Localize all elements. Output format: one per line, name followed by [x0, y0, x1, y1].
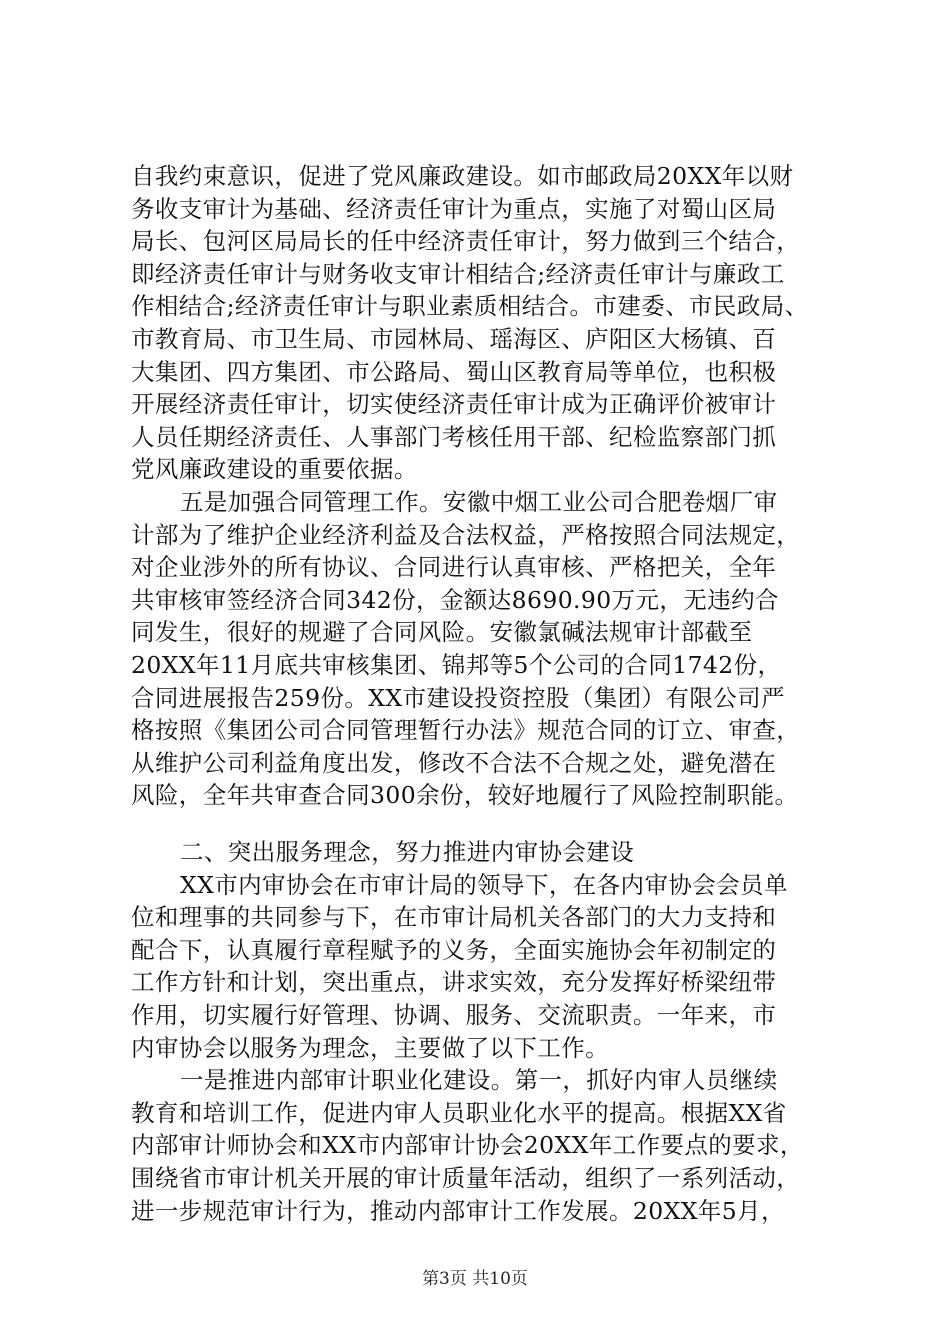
body-line: 内审协会以服务为理念，主要做了以下工作。 — [131, 1033, 609, 1062]
body-line: 内部审计师协会和XX市内部审计协会20XX年工作要点的要求， — [131, 1131, 804, 1160]
page-number-footer: 第3页 共10页 — [422, 1269, 528, 1289]
body-line: 20XX年11月底共审核集团、锦邦等5个公司的合同1742份， — [131, 651, 782, 679]
body-line: 人员任期经济责任、人事部门考核任用干部、纪检监察部门抓 — [131, 422, 777, 451]
body-line: 大集团、四方集团、市公路局、蜀山区教育局等单位，也积极 — [131, 357, 777, 386]
body-line: 配合下，认真履行章程赋予的义务，全面实施协会年初制定的 — [131, 935, 777, 964]
paragraph-start-line: 五是加强合同管理工作。安徽中烟工业公司合肥卷烟厂审 — [180, 488, 778, 516]
body-line: 开展经济责任审计，切实使经济责任审计成为正确评价被审计 — [131, 390, 777, 419]
body-line: 即经济责任审计与财务收支审计相结合;经济责任审计与廉政工 — [131, 259, 785, 288]
body-line: 位和理事的共同参与下，在市审计局机关各部门的大力支持和 — [131, 903, 777, 932]
body-line: 格按照《集团公司合同管理暂行办法》规范合同的订立、审查， — [131, 716, 801, 745]
body-line: 进一步规范审计行为，推动内部审计工作发展。20XX年5月， — [131, 1196, 785, 1225]
body-line: 作相结合;经济责任审计与职业素质相结合。市建委、市民政局、 — [131, 292, 809, 321]
body-line: 风险，全年共审查合同300余份，较好地履行了风险控制职能。 — [131, 781, 799, 810]
body-line: 市教育局、市卫生局、市园林局、瑶海区、庐阳区大杨镇、百 — [131, 325, 777, 353]
body-line: 围绕省市审计机关开展的审计质量年活动，组织了一系列活动， — [131, 1164, 801, 1192]
body-line: 自我约束意识，促进了党风廉政建设。如市邮政局20XX年以财 — [131, 162, 794, 190]
body-line: 党风廉政建设的重要依据。 — [131, 455, 418, 484]
body-line: 同发生，很好的规避了合同风险。安徽氯碱法规审计部截至 — [131, 618, 753, 647]
paragraph-start-line: XX市内审协会在市审计局的领导下，在各内审协会会员单 — [180, 870, 788, 899]
body-line: 工作方针和计划，突出重点，讲求实效，充分发挥好桥梁纽带 — [131, 968, 777, 997]
body-line: 局长、包河区局局长的任中经济责任审计，努力做到三个结合， — [131, 227, 801, 256]
body-line: 作用，切实履行好管理、协调、服务、交流职责。一年来，市 — [131, 1001, 777, 1029]
body-line: 从维护公司利益角度出发，修改不合法不合规之处，避免潜在 — [131, 748, 777, 777]
section-heading: 二、突出服务理念，努力推进内审协会建设 — [180, 838, 635, 866]
body-line: 对企业涉外的所有协议、合同进行认真审核、严格把关，全年 — [131, 553, 777, 582]
body-line: 合同进展报告259份。XX市建设投资控股（集团）有限公司严 — [131, 683, 785, 712]
paragraph-start-line: 一是推进内部审计职业化建设。第一，抓好内审人员继续 — [180, 1066, 778, 1095]
body-line: 共审核审签经济合同342份，金额达8690.90万元，无违约合 — [131, 585, 779, 614]
body-line: 务收支审计为基础、经济责任审计为重点，实施了对蜀山区局 — [131, 194, 777, 223]
body-line: 计部为了维护企业经济利益及合法权益，严格按照合同法规定， — [131, 520, 801, 549]
body-line: 教育和培训工作，促进内审人员职业化水平的提高。根据XX省 — [131, 1098, 787, 1127]
